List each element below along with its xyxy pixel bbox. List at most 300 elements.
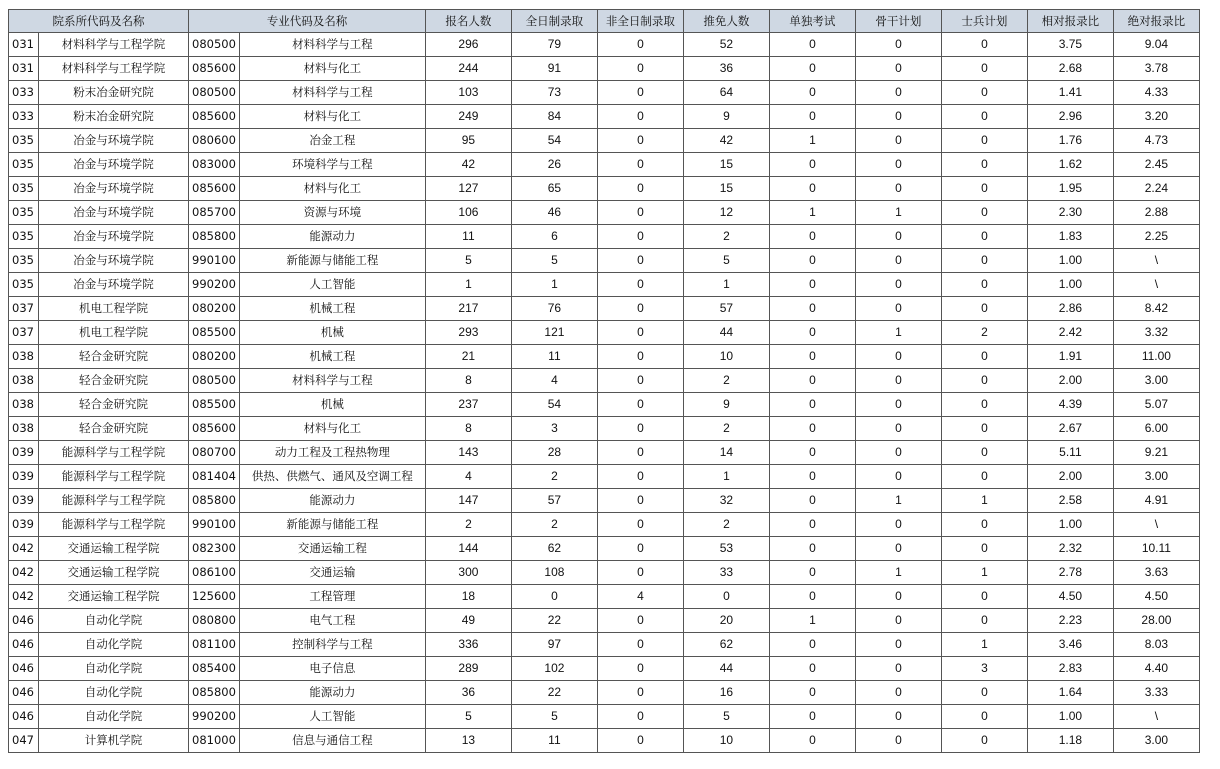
header-row	[9, 10, 1200, 33]
cell-applicants: 2	[425, 513, 511, 537]
admission-ratio-table	[8, 9, 1200, 753]
cell-recommended: 57	[683, 297, 769, 321]
table-row	[9, 81, 1200, 105]
cell-dept-code: 038	[9, 393, 39, 417]
cell-absolute-ratio: 8.03	[1113, 633, 1199, 657]
cell-applicants: 249	[425, 105, 511, 129]
cell-dept-name: 能源科学与工程学院	[39, 465, 189, 489]
cell-backbone-plan: 0	[855, 681, 941, 705]
cell-backbone-plan: 0	[855, 393, 941, 417]
cell-backbone-plan: 0	[855, 105, 941, 129]
cell-dept-name: 冶金与环境学院	[39, 177, 189, 201]
cell-relative-ratio: 2.42	[1027, 321, 1113, 345]
cell-separate-exam: 1	[769, 201, 855, 225]
cell-major-code: 085600	[189, 57, 240, 81]
cell-soldier-plan: 1	[941, 633, 1027, 657]
cell-separate-exam: 0	[769, 33, 855, 57]
cell-relative-ratio: 4.39	[1027, 393, 1113, 417]
cell-soldier-plan: 0	[941, 57, 1027, 81]
cell-soldier-plan: 0	[941, 249, 1027, 273]
cell-soldier-plan: 0	[941, 441, 1027, 465]
cell-backbone-plan: 0	[855, 705, 941, 729]
cell-parttime-admitted: 0	[597, 201, 683, 225]
cell-fulltime-admitted: 28	[511, 441, 597, 465]
cell-major-code: 085700	[189, 201, 240, 225]
cell-major-code: 085500	[189, 393, 240, 417]
cell-relative-ratio: 2.96	[1027, 105, 1113, 129]
cell-soldier-plan: 0	[941, 465, 1027, 489]
cell-separate-exam: 0	[769, 729, 855, 753]
cell-fulltime-admitted: 54	[511, 129, 597, 153]
cell-major-name: 能源动力	[239, 225, 425, 249]
cell-recommended: 44	[683, 657, 769, 681]
cell-recommended: 42	[683, 129, 769, 153]
cell-relative-ratio: 1.00	[1027, 249, 1113, 273]
table-row	[9, 585, 1200, 609]
cell-fulltime-admitted: 76	[511, 297, 597, 321]
cell-backbone-plan: 0	[855, 249, 941, 273]
cell-major-name: 交通运输工程	[239, 537, 425, 561]
cell-absolute-ratio: 3.33	[1113, 681, 1199, 705]
cell-separate-exam: 0	[769, 681, 855, 705]
cell-recommended: 16	[683, 681, 769, 705]
cell-major-name: 交通运输	[239, 561, 425, 585]
cell-absolute-ratio: 3.00	[1113, 369, 1199, 393]
cell-parttime-admitted: 4	[597, 585, 683, 609]
cell-parttime-admitted: 0	[597, 273, 683, 297]
cell-major-name: 能源动力	[239, 681, 425, 705]
cell-major-code: 085600	[189, 417, 240, 441]
cell-separate-exam: 0	[769, 441, 855, 465]
cell-fulltime-admitted: 2	[511, 513, 597, 537]
cell-parttime-admitted: 0	[597, 369, 683, 393]
header-soldier-plan: 士兵计划	[941, 10, 1027, 33]
cell-applicants: 1	[425, 273, 511, 297]
cell-separate-exam: 0	[769, 585, 855, 609]
cell-dept-name: 机电工程学院	[39, 297, 189, 321]
cell-dept-code: 037	[9, 297, 39, 321]
cell-recommended: 53	[683, 537, 769, 561]
cell-major-code: 085600	[189, 177, 240, 201]
cell-dept-code: 047	[9, 729, 39, 753]
table-row	[9, 633, 1200, 657]
cell-relative-ratio: 2.23	[1027, 609, 1113, 633]
cell-dept-name: 冶金与环境学院	[39, 201, 189, 225]
cell-recommended: 2	[683, 225, 769, 249]
cell-dept-code: 035	[9, 201, 39, 225]
cell-recommended: 10	[683, 345, 769, 369]
cell-major-name: 新能源与储能工程	[239, 513, 425, 537]
cell-applicants: 289	[425, 657, 511, 681]
cell-absolute-ratio: \	[1113, 273, 1199, 297]
cell-major-code: 080500	[189, 369, 240, 393]
cell-relative-ratio: 2.00	[1027, 369, 1113, 393]
cell-parttime-admitted: 0	[597, 249, 683, 273]
cell-soldier-plan: 0	[941, 345, 1027, 369]
cell-dept-code: 038	[9, 369, 39, 393]
cell-major-code: 085800	[189, 225, 240, 249]
header-separate-exam: 单独考试	[769, 10, 855, 33]
cell-fulltime-admitted: 46	[511, 201, 597, 225]
cell-separate-exam: 0	[769, 633, 855, 657]
cell-applicants: 42	[425, 153, 511, 177]
cell-parttime-admitted: 0	[597, 465, 683, 489]
cell-dept-code: 038	[9, 417, 39, 441]
cell-parttime-admitted: 0	[597, 57, 683, 81]
cell-fulltime-admitted: 84	[511, 105, 597, 129]
cell-soldier-plan: 2	[941, 321, 1027, 345]
cell-separate-exam: 1	[769, 609, 855, 633]
cell-backbone-plan: 0	[855, 465, 941, 489]
cell-dept-name: 自动化学院	[39, 681, 189, 705]
cell-relative-ratio: 2.68	[1027, 57, 1113, 81]
table-row	[9, 153, 1200, 177]
cell-major-code: 080200	[189, 297, 240, 321]
cell-major-name: 控制科学与工程	[239, 633, 425, 657]
cell-dept-code: 033	[9, 105, 39, 129]
cell-parttime-admitted: 0	[597, 393, 683, 417]
cell-fulltime-admitted: 3	[511, 417, 597, 441]
cell-dept-name: 冶金与环境学院	[39, 129, 189, 153]
cell-relative-ratio: 2.00	[1027, 465, 1113, 489]
cell-soldier-plan: 0	[941, 369, 1027, 393]
header-backbone-plan: 骨干计划	[855, 10, 941, 33]
cell-separate-exam: 0	[769, 465, 855, 489]
cell-dept-code: 042	[9, 561, 39, 585]
table-row	[9, 369, 1200, 393]
cell-dept-code: 035	[9, 129, 39, 153]
cell-backbone-plan: 0	[855, 609, 941, 633]
cell-dept-name: 自动化学院	[39, 705, 189, 729]
cell-recommended: 2	[683, 369, 769, 393]
table-row	[9, 129, 1200, 153]
cell-fulltime-admitted: 2	[511, 465, 597, 489]
cell-separate-exam: 0	[769, 345, 855, 369]
cell-separate-exam: 0	[769, 657, 855, 681]
cell-parttime-admitted: 0	[597, 321, 683, 345]
cell-dept-name: 材料科学与工程学院	[39, 57, 189, 81]
table-row	[9, 201, 1200, 225]
cell-backbone-plan: 0	[855, 297, 941, 321]
cell-fulltime-admitted: 97	[511, 633, 597, 657]
cell-major-name: 机械	[239, 393, 425, 417]
table-row	[9, 177, 1200, 201]
cell-backbone-plan: 0	[855, 225, 941, 249]
cell-applicants: 296	[425, 33, 511, 57]
cell-parttime-admitted: 0	[597, 225, 683, 249]
cell-soldier-plan: 3	[941, 657, 1027, 681]
cell-relative-ratio: 1.83	[1027, 225, 1113, 249]
cell-major-name: 机械工程	[239, 345, 425, 369]
cell-major-name: 人工智能	[239, 705, 425, 729]
cell-recommended: 5	[683, 705, 769, 729]
cell-recommended: 44	[683, 321, 769, 345]
cell-backbone-plan: 1	[855, 321, 941, 345]
cell-fulltime-admitted: 26	[511, 153, 597, 177]
cell-recommended: 64	[683, 81, 769, 105]
cell-recommended: 20	[683, 609, 769, 633]
cell-dept-name: 粉末冶金研究院	[39, 81, 189, 105]
cell-dept-name: 机电工程学院	[39, 321, 189, 345]
cell-relative-ratio: 4.50	[1027, 585, 1113, 609]
cell-recommended: 32	[683, 489, 769, 513]
cell-recommended: 15	[683, 153, 769, 177]
cell-soldier-plan: 0	[941, 81, 1027, 105]
cell-major-code: 990100	[189, 249, 240, 273]
cell-recommended: 2	[683, 513, 769, 537]
cell-relative-ratio: 5.11	[1027, 441, 1113, 465]
cell-backbone-plan: 0	[855, 369, 941, 393]
cell-parttime-admitted: 0	[597, 705, 683, 729]
cell-applicants: 13	[425, 729, 511, 753]
cell-applicants: 4	[425, 465, 511, 489]
cell-dept-name: 轻合金研究院	[39, 393, 189, 417]
cell-soldier-plan: 0	[941, 537, 1027, 561]
cell-soldier-plan: 0	[941, 585, 1027, 609]
cell-recommended: 0	[683, 585, 769, 609]
cell-dept-code: 035	[9, 153, 39, 177]
table-row	[9, 57, 1200, 81]
cell-absolute-ratio: 6.00	[1113, 417, 1199, 441]
cell-applicants: 5	[425, 705, 511, 729]
table-row	[9, 417, 1200, 441]
table-row	[9, 537, 1200, 561]
cell-parttime-admitted: 0	[597, 561, 683, 585]
table-row	[9, 465, 1200, 489]
table-row	[9, 441, 1200, 465]
header-relative-ratio: 相对报录比	[1027, 10, 1113, 33]
cell-backbone-plan: 0	[855, 417, 941, 441]
cell-major-name: 材料与化工	[239, 57, 425, 81]
cell-dept-name: 粉末冶金研究院	[39, 105, 189, 129]
cell-backbone-plan: 0	[855, 33, 941, 57]
cell-backbone-plan: 0	[855, 273, 941, 297]
cell-major-code: 080800	[189, 609, 240, 633]
cell-applicants: 237	[425, 393, 511, 417]
cell-absolute-ratio: 5.07	[1113, 393, 1199, 417]
cell-fulltime-admitted: 11	[511, 729, 597, 753]
cell-applicants: 144	[425, 537, 511, 561]
cell-dept-name: 自动化学院	[39, 633, 189, 657]
cell-relative-ratio: 1.91	[1027, 345, 1113, 369]
cell-separate-exam: 0	[769, 57, 855, 81]
cell-separate-exam: 0	[769, 369, 855, 393]
cell-applicants: 300	[425, 561, 511, 585]
cell-relative-ratio: 2.86	[1027, 297, 1113, 321]
cell-backbone-plan: 0	[855, 345, 941, 369]
cell-major-name: 新能源与储能工程	[239, 249, 425, 273]
cell-major-name: 能源动力	[239, 489, 425, 513]
table-row	[9, 33, 1200, 57]
cell-dept-name: 冶金与环境学院	[39, 273, 189, 297]
table-row	[9, 297, 1200, 321]
cell-soldier-plan: 1	[941, 561, 1027, 585]
cell-dept-code: 042	[9, 537, 39, 561]
table-row	[9, 705, 1200, 729]
cell-major-code: 990200	[189, 273, 240, 297]
cell-soldier-plan: 0	[941, 201, 1027, 225]
table-row	[9, 105, 1200, 129]
cell-major-code: 085800	[189, 489, 240, 513]
cell-separate-exam: 0	[769, 177, 855, 201]
cell-absolute-ratio: \	[1113, 705, 1199, 729]
cell-major-name: 材料科学与工程	[239, 369, 425, 393]
cell-dept-code: 035	[9, 273, 39, 297]
cell-major-code: 125600	[189, 585, 240, 609]
cell-absolute-ratio: 4.40	[1113, 657, 1199, 681]
header-department: 院系所代码及名称	[9, 10, 189, 33]
cell-recommended: 62	[683, 633, 769, 657]
cell-separate-exam: 0	[769, 273, 855, 297]
table-row	[9, 561, 1200, 585]
cell-major-name: 材料科学与工程	[239, 33, 425, 57]
table-row	[9, 345, 1200, 369]
cell-dept-code: 035	[9, 249, 39, 273]
cell-fulltime-admitted: 73	[511, 81, 597, 105]
cell-separate-exam: 0	[769, 537, 855, 561]
cell-relative-ratio: 1.00	[1027, 513, 1113, 537]
header-recommended: 推免人数	[683, 10, 769, 33]
cell-major-code: 081100	[189, 633, 240, 657]
cell-backbone-plan: 0	[855, 177, 941, 201]
cell-major-name: 冶金工程	[239, 129, 425, 153]
cell-backbone-plan: 0	[855, 729, 941, 753]
cell-major-code: 080200	[189, 345, 240, 369]
cell-parttime-admitted: 0	[597, 297, 683, 321]
cell-parttime-admitted: 0	[597, 489, 683, 513]
cell-soldier-plan: 0	[941, 273, 1027, 297]
cell-dept-name: 能源科学与工程学院	[39, 513, 189, 537]
cell-major-name: 材料与化工	[239, 105, 425, 129]
cell-major-name: 机械工程	[239, 297, 425, 321]
cell-backbone-plan: 0	[855, 441, 941, 465]
cell-absolute-ratio: 9.21	[1113, 441, 1199, 465]
cell-dept-code: 037	[9, 321, 39, 345]
cell-parttime-admitted: 0	[597, 129, 683, 153]
cell-absolute-ratio: 4.73	[1113, 129, 1199, 153]
cell-recommended: 2	[683, 417, 769, 441]
cell-backbone-plan: 1	[855, 561, 941, 585]
cell-applicants: 336	[425, 633, 511, 657]
cell-dept-code: 038	[9, 345, 39, 369]
cell-applicants: 5	[425, 249, 511, 273]
cell-absolute-ratio: 2.25	[1113, 225, 1199, 249]
cell-recommended: 9	[683, 393, 769, 417]
cell-absolute-ratio: 4.91	[1113, 489, 1199, 513]
table-row	[9, 225, 1200, 249]
cell-parttime-admitted: 0	[597, 417, 683, 441]
cell-fulltime-admitted: 102	[511, 657, 597, 681]
cell-applicants: 8	[425, 369, 511, 393]
cell-soldier-plan: 0	[941, 33, 1027, 57]
cell-absolute-ratio: 10.11	[1113, 537, 1199, 561]
cell-dept-code: 035	[9, 177, 39, 201]
cell-relative-ratio: 1.64	[1027, 681, 1113, 705]
cell-fulltime-admitted: 22	[511, 681, 597, 705]
cell-dept-code: 039	[9, 441, 39, 465]
cell-recommended: 1	[683, 465, 769, 489]
cell-separate-exam: 1	[769, 129, 855, 153]
cell-fulltime-admitted: 11	[511, 345, 597, 369]
table-row	[9, 513, 1200, 537]
cell-parttime-admitted: 0	[597, 609, 683, 633]
cell-relative-ratio: 1.95	[1027, 177, 1113, 201]
cell-parttime-admitted: 0	[597, 681, 683, 705]
cell-parttime-admitted: 0	[597, 513, 683, 537]
cell-applicants: 147	[425, 489, 511, 513]
cell-dept-name: 冶金与环境学院	[39, 225, 189, 249]
cell-dept-name: 材料科学与工程学院	[39, 33, 189, 57]
header-fulltime-admitted: 全日制录取	[511, 10, 597, 33]
cell-major-code: 083000	[189, 153, 240, 177]
cell-dept-code: 046	[9, 609, 39, 633]
cell-applicants: 217	[425, 297, 511, 321]
cell-applicants: 106	[425, 201, 511, 225]
cell-dept-code: 031	[9, 57, 39, 81]
cell-separate-exam: 0	[769, 105, 855, 129]
cell-fulltime-admitted: 5	[511, 249, 597, 273]
cell-major-name: 资源与环境	[239, 201, 425, 225]
cell-relative-ratio: 1.41	[1027, 81, 1113, 105]
cell-dept-name: 轻合金研究院	[39, 417, 189, 441]
cell-absolute-ratio: 4.33	[1113, 81, 1199, 105]
cell-major-code: 085500	[189, 321, 240, 345]
cell-major-name: 电子信息	[239, 657, 425, 681]
cell-major-code: 081000	[189, 729, 240, 753]
cell-major-name: 电气工程	[239, 609, 425, 633]
cell-fulltime-admitted: 6	[511, 225, 597, 249]
cell-separate-exam: 0	[769, 705, 855, 729]
cell-applicants: 36	[425, 681, 511, 705]
cell-soldier-plan: 0	[941, 705, 1027, 729]
cell-soldier-plan: 0	[941, 129, 1027, 153]
header-applicants: 报名人数	[425, 10, 511, 33]
cell-recommended: 14	[683, 441, 769, 465]
table-row	[9, 249, 1200, 273]
cell-soldier-plan: 0	[941, 729, 1027, 753]
cell-dept-code: 039	[9, 489, 39, 513]
cell-absolute-ratio: 11.00	[1113, 345, 1199, 369]
cell-dept-code: 039	[9, 465, 39, 489]
cell-fulltime-admitted: 5	[511, 705, 597, 729]
cell-parttime-admitted: 0	[597, 345, 683, 369]
cell-fulltime-admitted: 108	[511, 561, 597, 585]
cell-soldier-plan: 0	[941, 681, 1027, 705]
table-row	[9, 681, 1200, 705]
cell-fulltime-admitted: 57	[511, 489, 597, 513]
cell-dept-name: 能源科学与工程学院	[39, 441, 189, 465]
cell-relative-ratio: 3.75	[1027, 33, 1113, 57]
cell-soldier-plan: 0	[941, 393, 1027, 417]
cell-applicants: 143	[425, 441, 511, 465]
cell-separate-exam: 0	[769, 249, 855, 273]
cell-backbone-plan: 0	[855, 57, 941, 81]
cell-parttime-admitted: 0	[597, 81, 683, 105]
table-row	[9, 657, 1200, 681]
cell-recommended: 5	[683, 249, 769, 273]
cell-fulltime-admitted: 0	[511, 585, 597, 609]
cell-relative-ratio: 2.78	[1027, 561, 1113, 585]
cell-recommended: 1	[683, 273, 769, 297]
cell-dept-name: 轻合金研究院	[39, 369, 189, 393]
cell-relative-ratio: 2.30	[1027, 201, 1113, 225]
cell-absolute-ratio: 2.88	[1113, 201, 1199, 225]
cell-recommended: 15	[683, 177, 769, 201]
cell-dept-code: 046	[9, 657, 39, 681]
cell-major-code: 990200	[189, 705, 240, 729]
cell-recommended: 36	[683, 57, 769, 81]
cell-relative-ratio: 3.46	[1027, 633, 1113, 657]
